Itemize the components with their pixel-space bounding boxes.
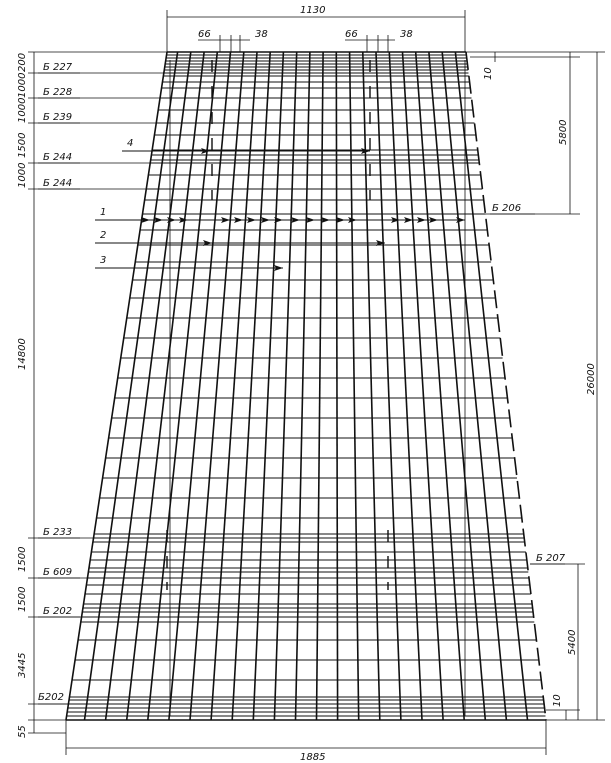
- vertical-bar: [442, 52, 506, 720]
- callout-1: 1: [100, 207, 107, 218]
- vertical-bar: [211, 52, 257, 720]
- top-right-spacing: 38: [400, 29, 413, 40]
- top-right-pitch: 66: [345, 29, 358, 40]
- left-dim-200: 200: [17, 52, 28, 72]
- vertical-bar: [317, 52, 324, 720]
- bar-mark-b609: Б 609: [43, 567, 73, 578]
- bar-mark-b227: Б 227: [43, 62, 73, 73]
- bar-mark-b202-a: Б 202: [43, 606, 73, 617]
- bar-mark-b207: Б 207: [536, 553, 566, 564]
- top-left-spacing: 38: [255, 29, 268, 40]
- left-dim-1500-c: 1500: [17, 586, 28, 612]
- vertical-bar: [389, 52, 422, 720]
- callout-3: 3: [100, 255, 107, 266]
- bottom-dimension: [66, 720, 546, 755]
- vertical-bar: [148, 52, 218, 720]
- left-dim-14800: 14800: [17, 338, 28, 370]
- vertical-bar: [253, 52, 283, 720]
- top-left-pitch: 66: [198, 29, 211, 40]
- left-dim-1000-c: 1000: [17, 162, 28, 188]
- vertical-bar: [190, 52, 244, 720]
- left-dim-55: 55: [17, 725, 28, 738]
- right-dim-upper: 5800: [558, 119, 569, 145]
- vertical-bar: [455, 52, 527, 720]
- vertical-bar: [296, 52, 310, 720]
- bar-mark-b244-a: Б 244: [43, 152, 73, 163]
- top-dimension: [167, 10, 465, 52]
- left-dim-3445: 3445: [17, 652, 28, 678]
- bar-mark-b244-b: Б 244: [43, 178, 73, 189]
- vertical-bar: [127, 52, 204, 720]
- vertical-bar: [274, 52, 296, 720]
- vertical-bar: [232, 52, 270, 720]
- top-total-dimension: 1130: [300, 5, 326, 16]
- left-dim-1500: 1500: [17, 132, 28, 158]
- bar-mark-b239: Б 239: [43, 112, 73, 123]
- vertical-bar: [350, 52, 359, 720]
- dashed-markers: [167, 60, 388, 590]
- callout-2: 2: [100, 230, 107, 241]
- right-dimensions: [466, 52, 605, 720]
- right-dim-overall: 26000: [586, 363, 597, 395]
- bar-mark-b206: Б 206: [492, 203, 522, 214]
- bar-mark-b233: Б 233: [43, 527, 73, 538]
- bar-mark-b228: Б 228: [43, 87, 73, 98]
- left-dim-1000-b: 1000: [17, 97, 28, 123]
- left-dim-1000-a: 1000: [17, 72, 28, 98]
- vertical-bar: [376, 52, 401, 720]
- left-dim-1500-b: 1500: [17, 546, 28, 572]
- right-dim-bottom-gap: 10: [552, 694, 563, 707]
- bar-mark-b202-b: Б202: [38, 692, 64, 703]
- bar-mark-leaders: [38, 73, 565, 704]
- callout-arrows: [141, 148, 465, 271]
- vertical-bar: [336, 52, 337, 720]
- bottom-total-dimension: 1885: [300, 752, 326, 763]
- vertical-bar: [85, 52, 178, 720]
- right-dim-top-gap: 10: [483, 67, 494, 80]
- right-dim-lower: 5400: [567, 629, 578, 655]
- callout-4: 4: [127, 138, 134, 149]
- vertical-bars: [85, 52, 528, 720]
